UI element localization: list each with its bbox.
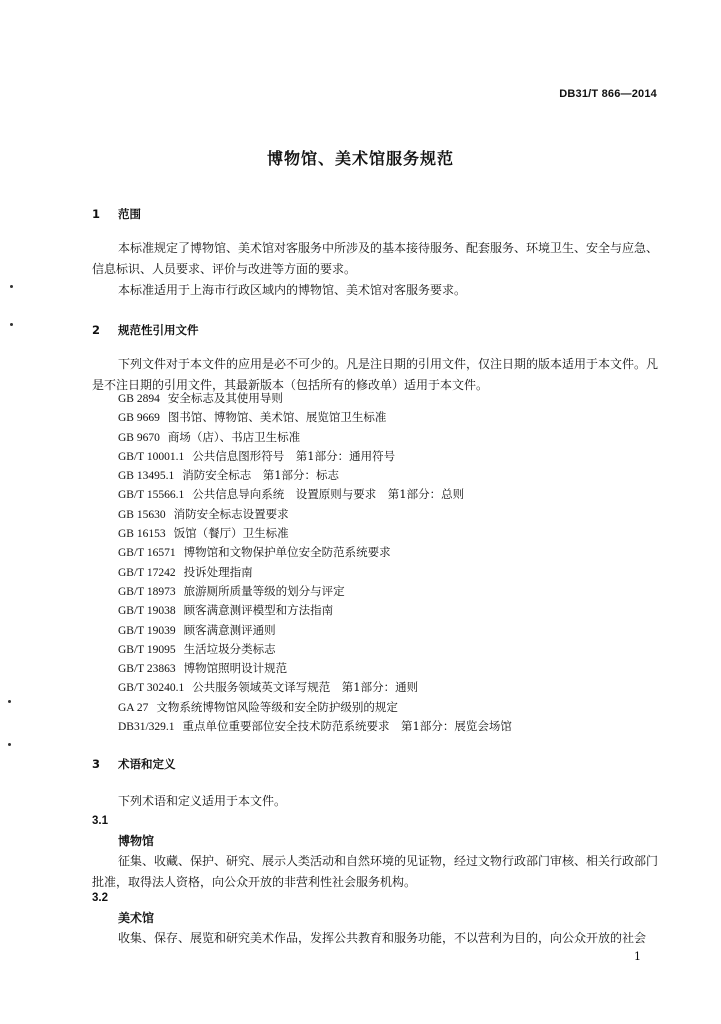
reference-item bbox=[118, 524, 512, 543]
reference-item bbox=[118, 698, 512, 717]
section-3-heading bbox=[92, 756, 176, 772]
reference-title: 旅游厕所质量等级的划分与评定 bbox=[183, 583, 345, 598]
reference-item bbox=[118, 717, 512, 736]
reference-code: GB 9669 bbox=[118, 412, 160, 425]
reference-item bbox=[118, 389, 512, 408]
reference-item bbox=[118, 621, 512, 640]
reference-code: GB 9670 bbox=[118, 431, 160, 444]
reference-title: 顾客满意测评模型和方法指南 bbox=[183, 603, 334, 618]
reference-item bbox=[118, 640, 512, 659]
reference-code: GB/T 30240.1 bbox=[118, 682, 185, 695]
scan-speck bbox=[10, 323, 13, 326]
reference-code: GB/T 10001.1 bbox=[118, 450, 185, 463]
reference-code: GB/T 18973 bbox=[118, 585, 176, 598]
section-title: 范围 bbox=[118, 207, 141, 221]
reference-title: 饭馆（餐厅）卫生标准 bbox=[173, 526, 289, 541]
references-intro: 下列文件对于本文件的应用是必不可少的。凡是注日期的引用文件，仅注日期的版本适用于本文件。凡是不注日期的引用文件，其最新版本（包括所有的修改单）适用于本文件。 bbox=[92, 357, 659, 392]
reference-title: 安全标志及其使用导则 bbox=[167, 391, 283, 405]
reference-list bbox=[118, 389, 512, 736]
reference-title: 公共服务领域英文译写规范 第1部分：通则 bbox=[192, 680, 419, 695]
reference-title: 商场（店）、书店卫生标准 bbox=[167, 429, 301, 444]
reference-item bbox=[118, 678, 512, 697]
reference-title: 文物系统博物馆风险等级和安全防护级别的规定 bbox=[156, 699, 398, 714]
reference-code: GB 13495.1 bbox=[118, 470, 175, 483]
term-name: 美术馆 bbox=[118, 911, 155, 925]
reference-title: 图书馆、博物馆、美术馆、展览馆卫生标准 bbox=[167, 410, 387, 425]
reference-item bbox=[118, 447, 512, 466]
scope-paragraph-2: 本标准适用于上海市行政区域内的博物馆、美术馆对客服务要求。 bbox=[118, 283, 467, 297]
term-number: 3.2 bbox=[92, 892, 108, 904]
scan-speck bbox=[10, 285, 13, 288]
section-number: 3 bbox=[92, 757, 101, 771]
section-2-heading bbox=[92, 322, 199, 338]
section-title: 规范性引用文件 bbox=[118, 323, 199, 337]
reference-code: GB 16153 bbox=[118, 528, 166, 541]
scope-paragraph-1: 本标准规定了博物馆、美术馆对客服务中所涉及的基本接待服务、配套服务、环境卫生、安全与应急、信息标识、人员要求、评价与改进等方面的要求。 bbox=[92, 241, 659, 276]
reference-title: 博物馆和文物保护单位安全防范系统要求 bbox=[183, 545, 391, 560]
reference-code: GB/T 19038 bbox=[118, 605, 176, 618]
reference-item bbox=[118, 659, 512, 678]
scan-speck bbox=[8, 743, 11, 746]
reference-code: GB/T 23863 bbox=[118, 663, 176, 676]
section-number: 2 bbox=[92, 323, 101, 337]
document-title: 博物馆、美术馆服务规范 bbox=[266, 149, 454, 168]
reference-item bbox=[118, 428, 512, 447]
page-number: 1 bbox=[634, 950, 641, 963]
reference-code: GB/T 19095 bbox=[118, 643, 176, 656]
reference-title: 消防安全标志 第1部分：标志 bbox=[182, 468, 340, 483]
reference-code: GB/T 17242 bbox=[118, 566, 176, 579]
standard-code: DB31/T 866—2014 bbox=[559, 88, 657, 100]
reference-code: GB/T 15566.1 bbox=[118, 489, 185, 502]
reference-code: GB 15630 bbox=[118, 508, 166, 521]
reference-item bbox=[118, 543, 512, 562]
reference-title: 消防安全标志设置要求 bbox=[173, 506, 289, 521]
reference-title: 顾客满意测评通则 bbox=[183, 622, 276, 637]
reference-item bbox=[118, 563, 512, 582]
reference-title: 博物馆照明设计规范 bbox=[183, 661, 288, 676]
reference-title: 投诉处理指南 bbox=[183, 564, 253, 579]
reference-title: 生活垃圾分类标志 bbox=[183, 641, 276, 656]
reference-title: 公共信息图形符号 第1部分：通用符号 bbox=[192, 448, 396, 463]
reference-code: DB31/329.1 bbox=[118, 721, 175, 734]
reference-item bbox=[118, 505, 512, 524]
reference-item bbox=[118, 601, 512, 620]
reference-title: 重点单位重要部位安全技术防范系统要求 第1部分：展览会场馆 bbox=[182, 719, 512, 734]
reference-item bbox=[118, 466, 512, 485]
term-number: 3.1 bbox=[92, 815, 108, 827]
scan-speck bbox=[8, 700, 11, 703]
reference-item bbox=[118, 485, 512, 504]
terms-intro: 下列术语和定义适用于本文件。 bbox=[118, 794, 287, 808]
reference-title: 公共信息导向系统 设置原则与要求 第1部分：总则 bbox=[192, 487, 465, 502]
reference-item bbox=[118, 408, 512, 427]
reference-code: GB 2894 bbox=[118, 393, 160, 405]
term-definition: 收集、保存、展览和研究美术作品，发挥公共教育和服务功能，不以营利为目的，向公众开放的社会 bbox=[118, 931, 647, 945]
reference-code: GB/T 19039 bbox=[118, 624, 176, 637]
reference-code: GA 27 bbox=[118, 701, 149, 714]
reference-item bbox=[118, 582, 512, 601]
term-definition: 征集、收藏、保护、研究、展示人类活动和自然环境的见证物，经过文物行政部门审核、相关行政部门批准，取得法人资格，向公众开放的非营利性社会服务机构。 bbox=[92, 854, 659, 889]
reference-code: GB/T 16571 bbox=[118, 547, 176, 560]
section-1-heading bbox=[92, 206, 141, 222]
section-title: 术语和定义 bbox=[118, 757, 176, 771]
term-name: 博物馆 bbox=[118, 834, 155, 848]
section-number: 1 bbox=[92, 207, 101, 221]
